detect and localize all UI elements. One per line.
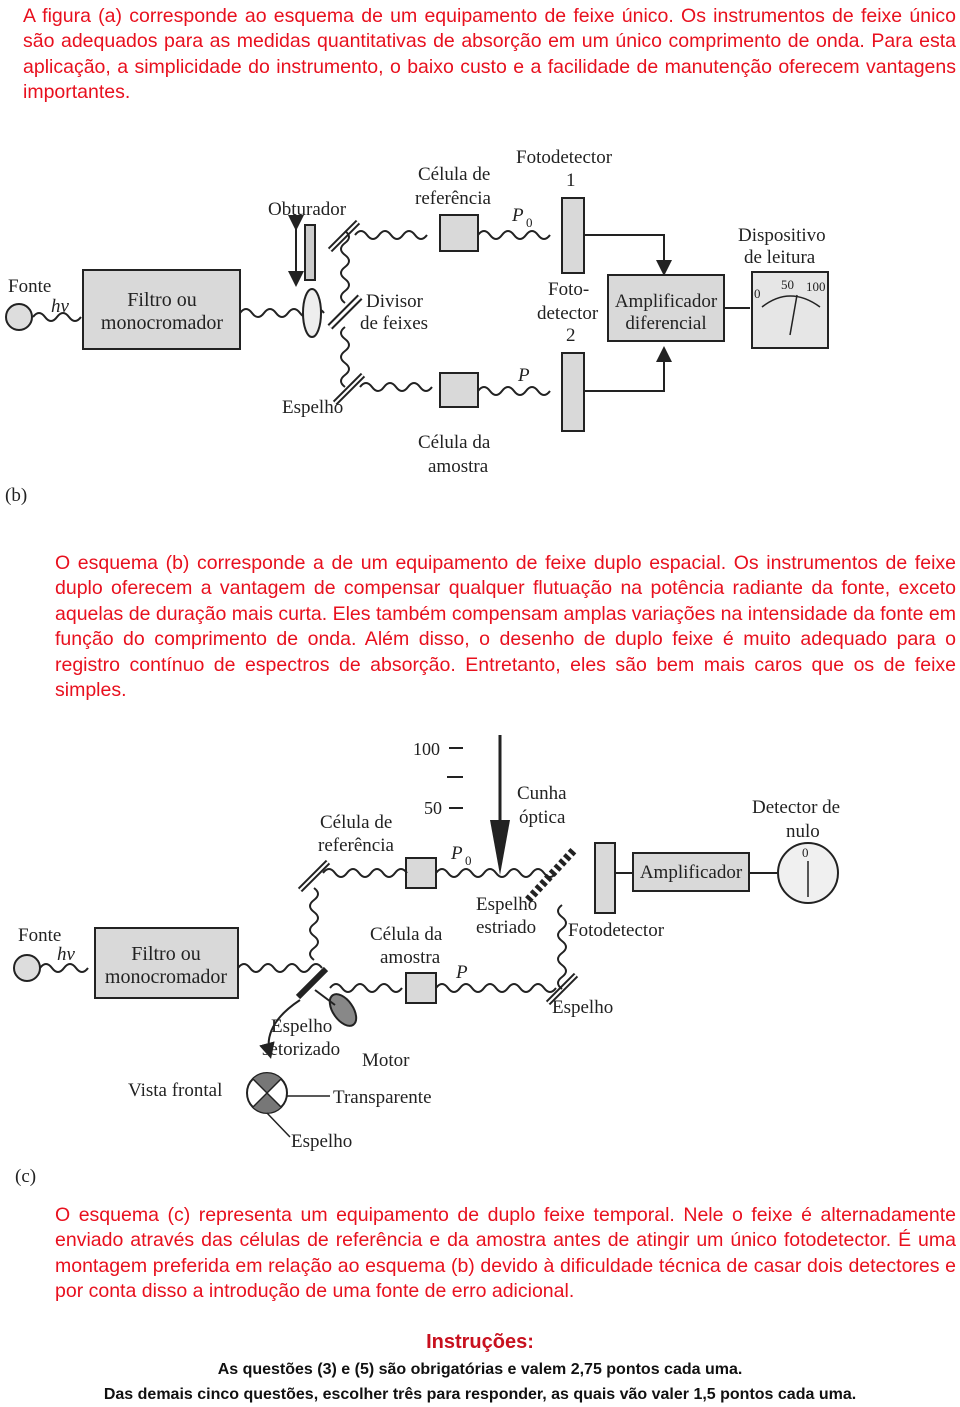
- meter-scale-50: 50: [781, 277, 794, 292]
- instructions-line-1: As questões (3) e (5) são obrigatórias e valem 2,75 pontos cada uma.: [217, 1361, 743, 1378]
- label-espelho-setorizado: Espelho: [271, 1016, 333, 1037]
- source-lamp-icon: [14, 955, 40, 981]
- label-referencia: referência: [415, 188, 491, 209]
- label-p0-sub: 0: [526, 215, 533, 230]
- label-p0: P: [512, 205, 524, 226]
- label-referencia: referência: [318, 835, 394, 856]
- striated-mirror: [528, 850, 574, 900]
- label-obturador: Obturador: [268, 199, 347, 220]
- reference-cell: [440, 215, 478, 251]
- meter-scale-0: 0: [754, 286, 761, 301]
- intro-paragraph-a: A figura (a) corresponde ao esquema de um equipamento de feixe único. Os instrumentos de feixe único são adequados para as medidas quantitativas de absorção em um único comprimento de onda. Para esta aplicação, a simplicidade do instrumento, o baixo custo e a facilidade de manutenção oferecem vantagens importantes.: [23, 5, 956, 104]
- label-fotodetector-1: Fotodetector: [516, 147, 613, 168]
- label-de-leitura: de leitura: [744, 247, 816, 268]
- label-fonte: Fonte: [8, 276, 52, 297]
- label-espelho-direita: Espelho: [552, 997, 614, 1018]
- label-fonte: Fonte: [18, 925, 62, 946]
- figure-c-temporal-double-beam-diagram: [0, 735, 960, 1190]
- sample-cell: [406, 973, 436, 1003]
- optical-wedge: [490, 820, 510, 875]
- label-amostra: amostra: [380, 947, 441, 968]
- photodetector: [595, 843, 615, 913]
- paragraph-c: O esquema (c) representa um equipamento de duplo feixe temporal. Nele o feixe é alternadamente enviado através das células de referência e da amostra antes de atingir um único fotodetector. É uma montagem preferida em relação ao esquema (b) devido à dificuldade técnica de casar dois detectores e por conta disso a introdução de uma fonte de erro adicional.: [55, 1204, 956, 1303]
- label-cunha: Cunha: [517, 783, 567, 804]
- paragraph-b: O esquema (b) corresponde a de um equipamento de feixe duplo espacial. Os instrumentos de feixe duplo oferecem a vantagem de compensar qualquer flutuação na potência radiante da fonte, exceto aquelas de duração mais curta. Eles também compensam amplas variações na intensidade da fonte em função do comprimento de onda. Além disso, o desenho de duplo feixe é muito adequado para o registro contínuo de espectros de absorção. Entretanto, eles são bem mais caros que os de feixe simples.: [55, 552, 956, 702]
- sample-cell: [440, 373, 478, 407]
- label-divisor: Divisor: [366, 291, 423, 312]
- label-p0-sub: 0: [465, 853, 472, 868]
- label-fotodetector-2b: detector: [537, 303, 599, 324]
- label-amplificador: Amplificador: [639, 862, 743, 883]
- label-celula-ref: Célula de: [418, 164, 491, 185]
- label-fotodetector-1-num: 1: [566, 170, 576, 191]
- label-espelho-estriado: Espelho: [476, 894, 538, 915]
- label-diferencial: diferencial: [625, 313, 707, 334]
- photodetector-2: [562, 353, 584, 431]
- label-detector-de: Detector de: [752, 797, 841, 818]
- lens: [303, 289, 321, 337]
- label-p: P: [518, 365, 530, 386]
- source-lamp-icon: [6, 304, 32, 330]
- label-p: P: [456, 962, 468, 983]
- label-amostra: amostra: [428, 456, 489, 477]
- instructions-line-2: Das demais cinco questões, escolher três para responder, as quais vão valer 1,5 pontos cada uma.: [103, 1386, 857, 1403]
- figure-b-single-beam-diagram: [0, 135, 960, 515]
- label-espelho: Espelho: [282, 397, 344, 418]
- shutter: [305, 225, 315, 280]
- label-filtro: Filtro ou: [127, 289, 197, 311]
- label-celula-ref: Célula de: [320, 812, 393, 833]
- label-filtro: Filtro ou: [131, 943, 201, 965]
- label-estriado: estriado: [476, 917, 537, 938]
- wedge-scale-100: 100: [413, 739, 440, 759]
- sector-mirror: [298, 969, 326, 997]
- label-dispositivo: Dispositivo: [738, 225, 826, 246]
- label-nulo: nulo: [786, 821, 820, 842]
- label-setorizado: setorizado: [262, 1039, 341, 1060]
- label-p0: P: [451, 843, 463, 864]
- figure-b-tag: (b): [5, 485, 28, 506]
- label-fotodetector: Fotodetector: [568, 920, 665, 941]
- label-fotodetector-2-num: 2: [566, 325, 576, 346]
- null-dial-0: 0: [802, 845, 809, 860]
- label-motor: Motor: [362, 1050, 410, 1071]
- photodetector-1: [562, 198, 584, 273]
- label-de-feixes: de feixes: [360, 313, 429, 334]
- label-hv: hν: [51, 296, 69, 317]
- label-fotodetector-2: Foto-: [548, 279, 590, 300]
- label-vista-frontal: Vista frontal: [128, 1080, 223, 1101]
- instructions-title: Instruções:: [426, 1331, 534, 1353]
- meter-scale-100: 100: [806, 279, 826, 294]
- label-celula-amostra: Célula da: [370, 924, 443, 945]
- label-optica: óptica: [519, 807, 566, 828]
- label-espelho-baixo: Espelho: [291, 1131, 353, 1152]
- label-amplificador: Amplificador: [614, 291, 718, 312]
- label-monocromador: monocromador: [104, 966, 228, 988]
- label-transparente: Transparente: [333, 1087, 432, 1108]
- figure-c-tag: (c): [15, 1166, 37, 1187]
- reference-cell: [406, 858, 436, 888]
- wedge-scale-50: 50: [424, 798, 442, 818]
- label-hv: hν: [57, 944, 75, 965]
- label-monocromador: monocromador: [100, 312, 224, 334]
- label-celula-amostra: Célula da: [418, 432, 491, 453]
